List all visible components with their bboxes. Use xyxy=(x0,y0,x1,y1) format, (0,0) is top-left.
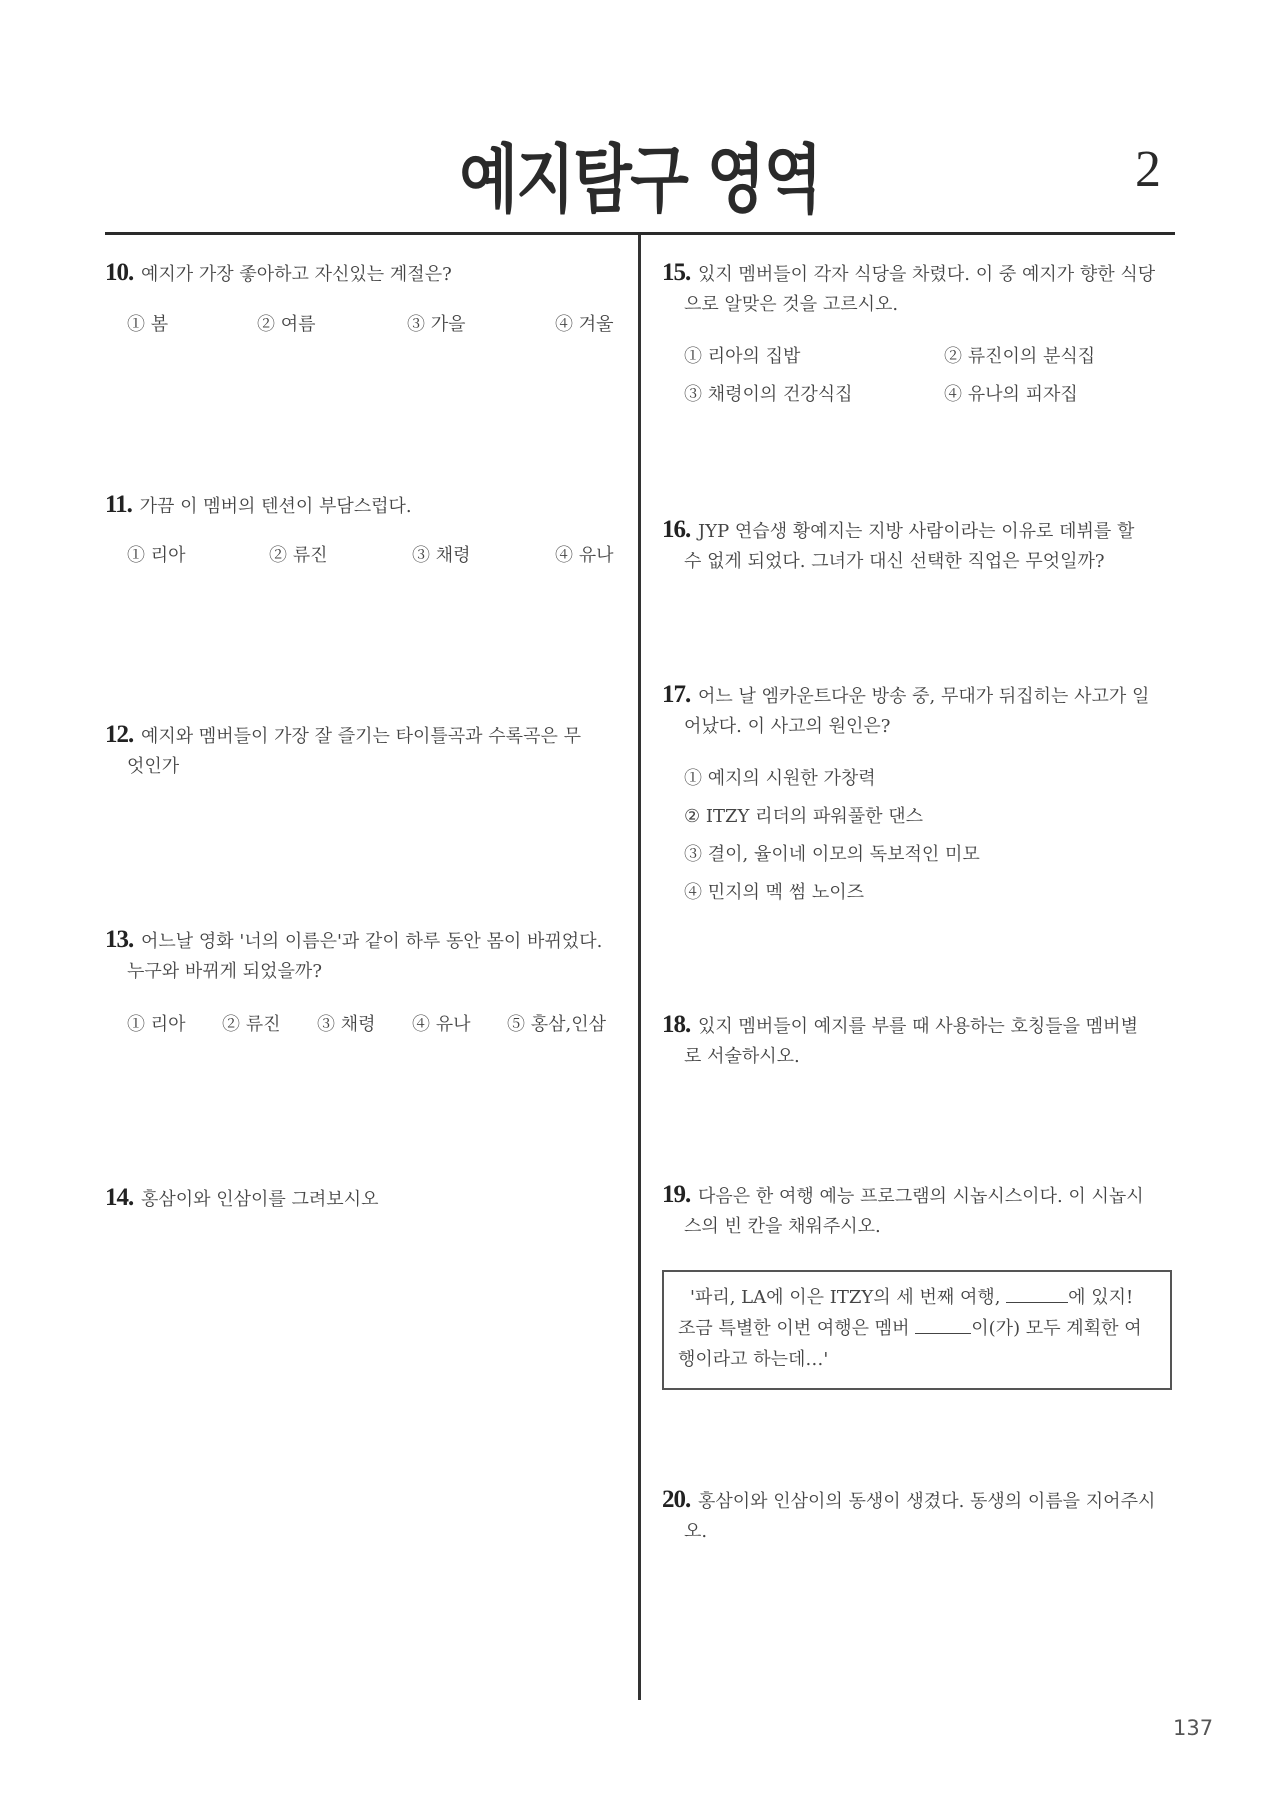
question-number: 14. xyxy=(105,1184,134,1211)
question-20 xyxy=(662,1485,1177,1547)
option-3[interactable]: ③ 채령이의 건강식집 xyxy=(684,384,853,405)
question-text: 있지 멤버들이 예지를 부를 때 사용하는 호칭들을 멤버별 xyxy=(697,1016,1138,1037)
question-number: 17. xyxy=(662,681,691,708)
question-18 xyxy=(662,1010,1177,1072)
question-text-continued: 엇인가 xyxy=(127,756,180,777)
blank-location[interactable] xyxy=(1006,1288,1068,1303)
page-title: 예지탐구 영역 xyxy=(459,137,821,223)
question-text-continued: 로 서술하시오. xyxy=(684,1046,800,1067)
option-4[interactable]: ④ 겨울 xyxy=(555,314,614,335)
synopsis-text: '파리, LA에 이은 ITZY의 세 번째 여행, xyxy=(690,1287,1007,1308)
blank-member[interactable] xyxy=(915,1319,971,1334)
question-number: 10. xyxy=(105,259,134,286)
option-2[interactable]: ② 류진 xyxy=(269,545,328,566)
question-number: 20. xyxy=(662,1486,691,1513)
option-3[interactable]: ③ 채령 xyxy=(412,545,471,566)
question-text: 예지가 가장 좋아하고 자신있는 계절은? xyxy=(140,264,452,285)
question-text: 있지 멤버들이 각자 식당을 차렸다. 이 중 예지가 향한 식당 xyxy=(697,264,1156,285)
option-1[interactable]: ① 리아 xyxy=(127,545,186,566)
question-14 xyxy=(105,1183,625,1215)
question-text: 다음은 한 여행 예능 프로그램의 시놉시스이다. 이 시놉시 xyxy=(697,1186,1144,1207)
question-16 xyxy=(662,515,1177,577)
question-number: 19. xyxy=(662,1181,691,1208)
question-text-continued: 누구와 바뀌게 되었을까? xyxy=(127,961,322,982)
question-text: 가끔 이 멤버의 텐션이 부담스럽다. xyxy=(139,496,412,517)
option-1[interactable]: ① 리아 xyxy=(127,1014,186,1035)
synopsis-text: 이(가) 모두 계획한 여 xyxy=(971,1318,1142,1339)
question-12 xyxy=(105,720,625,782)
question-text-continued: 수 없게 되었다. 그녀가 대신 선택한 직업은 무엇일까? xyxy=(684,551,1105,572)
option-4[interactable]: ④ 유나의 피자집 xyxy=(944,384,1078,405)
question-text-continued: 오. xyxy=(684,1521,708,1542)
question-text-continued: 으로 알맞은 것을 고르시오. xyxy=(684,294,899,315)
question-number: 12. xyxy=(105,721,134,748)
synopsis-text: 행이라고 하는데…' xyxy=(678,1349,829,1370)
question-text: 홍삼이와 인삼이를 그려보시오 xyxy=(140,1189,379,1210)
option-2[interactable]: ② 류진이의 분식집 xyxy=(944,346,1096,367)
question-text: 어느 날 엠카운트다운 방송 중, 무대가 뒤집히는 사고가 일 xyxy=(697,686,1150,707)
option-2[interactable]: ② 류진 xyxy=(222,1014,281,1035)
question-15 xyxy=(662,258,1177,320)
question-text: 어느날 영화 '너의 이름은'과 같이 하루 동안 몸이 바뀌었다. xyxy=(140,931,603,952)
option-1[interactable]: ① 리아의 집밥 xyxy=(684,346,801,367)
question-number: 18. xyxy=(662,1011,691,1038)
question-11 xyxy=(105,490,625,522)
question-10 xyxy=(105,258,625,290)
question-17 xyxy=(662,680,1177,742)
question-text: 홍삼이와 인삼이의 동생이 생겼다. 동생의 이름을 지어주시 xyxy=(697,1491,1156,1512)
section-number: 2 xyxy=(1135,141,1161,198)
question-13 xyxy=(105,925,625,987)
question-number: 13. xyxy=(105,926,134,953)
option-1[interactable]: ① 봄 xyxy=(127,314,169,335)
question-text-continued: 어났다. 이 사고의 원인은? xyxy=(684,716,891,737)
synopsis-text: 에 있지! xyxy=(1068,1287,1134,1308)
page-number: 137 xyxy=(1173,1716,1214,1740)
option-3[interactable]: ③ 결이, 율이네 이모의 독보적인 미모 xyxy=(684,844,980,865)
option-2[interactable]: ② 여름 xyxy=(257,314,316,335)
option-3[interactable]: ③ 채령 xyxy=(317,1014,376,1035)
synopsis-box xyxy=(662,1270,1172,1390)
question-19 xyxy=(662,1180,1177,1242)
option-4[interactable]: ④ 민지의 멕 썸 노이즈 xyxy=(684,882,864,903)
question-text: JYP 연습생 황예지는 지방 사람이라는 이유로 데뷔를 할 xyxy=(697,521,1135,542)
question-number: 11. xyxy=(105,491,132,518)
option-4[interactable]: ④ 유나 xyxy=(412,1014,471,1035)
option-4[interactable]: ④ 유나 xyxy=(555,545,614,566)
option-2[interactable]: ② ITZY 리더의 파워풀한 댄스 xyxy=(684,806,924,827)
question-text: 예지와 멤버들이 가장 잘 즐기는 타이틀곡과 수록곡은 무 xyxy=(140,726,581,747)
synopsis-text: 조금 특별한 이번 여행은 멤버 xyxy=(678,1318,916,1339)
option-5[interactable]: ⑤ 홍삼,인삼 xyxy=(507,1014,606,1035)
question-number: 16. xyxy=(662,516,691,543)
option-1[interactable]: ① 예지의 시원한 가창력 xyxy=(684,768,876,789)
question-text-continued: 스의 빈 칸을 채워주시오. xyxy=(684,1216,881,1237)
question-number: 15. xyxy=(662,259,691,286)
option-3[interactable]: ③ 가을 xyxy=(407,314,466,335)
column-divider xyxy=(638,235,641,1700)
